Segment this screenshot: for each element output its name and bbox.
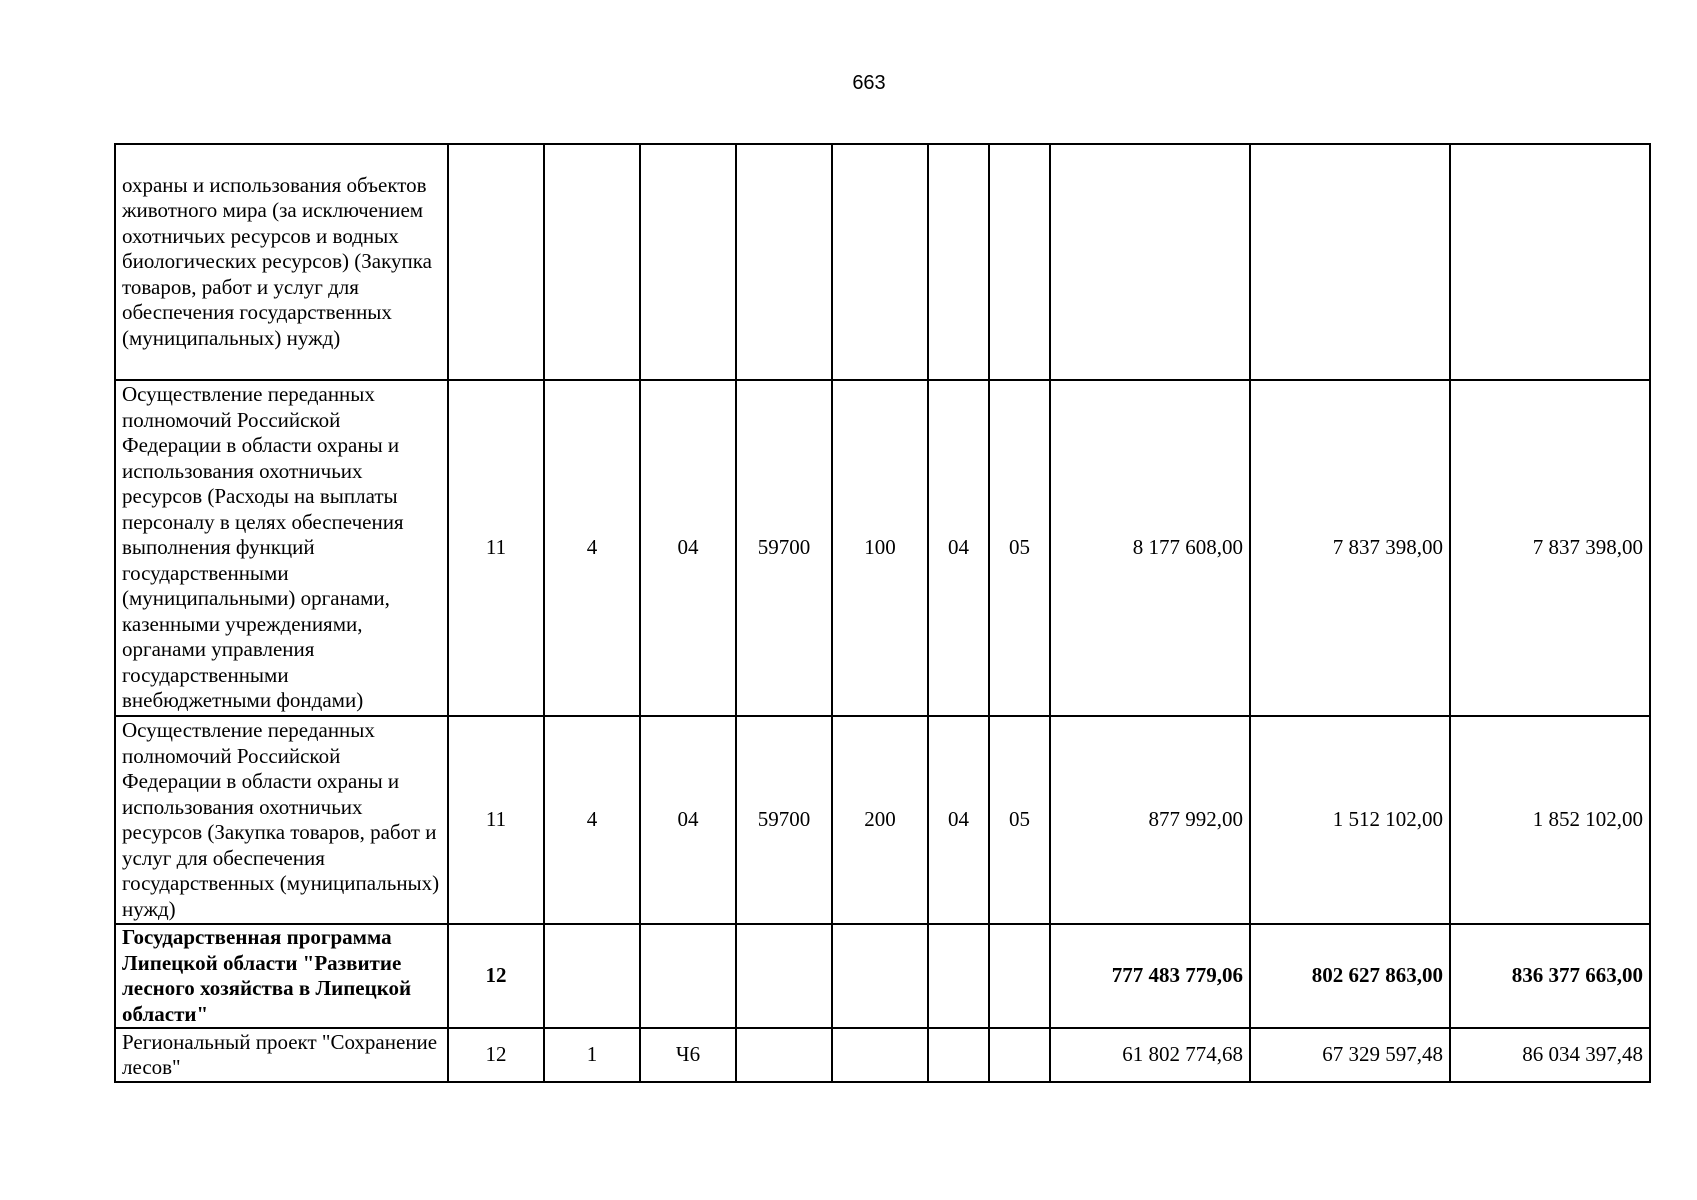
amount-year-1: 61 802 774,68	[1050, 1028, 1250, 1082]
activity-code: Ч6	[640, 1028, 736, 1082]
direction-code	[736, 144, 832, 380]
subprogram-code: 4	[544, 380, 640, 716]
direction-code: 59700	[736, 380, 832, 716]
amount-year-2: 7 837 398,00	[1250, 380, 1450, 716]
direction-code	[736, 1028, 832, 1082]
table-row	[115, 144, 1650, 380]
amount-year-1: 777 483 779,06	[1050, 924, 1250, 1028]
section-code	[928, 144, 989, 380]
activity-code	[640, 144, 736, 380]
direction-code	[736, 924, 832, 1028]
expense-type-code: 200	[832, 716, 928, 924]
row-name: Осуществление переданных полномочий Российской Федерации в области охраны и использования охотничьих ресурсов (Закупка товаров, работ и услуг для обеспечения государственных (муниципальных) нужд)	[115, 716, 448, 924]
section-code	[928, 924, 989, 1028]
table-row	[115, 716, 1650, 924]
section-code	[928, 1028, 989, 1082]
program-code: 11	[448, 716, 544, 924]
section-code: 04	[928, 716, 989, 924]
direction-code: 59700	[736, 716, 832, 924]
amount-year-2: 1 512 102,00	[1250, 716, 1450, 924]
section-code: 04	[928, 380, 989, 716]
activity-code	[640, 924, 736, 1028]
amount-year-2	[1250, 144, 1450, 380]
subprogram-code	[544, 924, 640, 1028]
subsection-code: 05	[989, 716, 1050, 924]
row-name: Государственная программа Липецкой области "Развитие лесного хозяйства в Липецкой области"	[115, 924, 448, 1028]
amount-year-3: 86 034 397,48	[1450, 1028, 1650, 1082]
subsection-code	[989, 924, 1050, 1028]
expense-type-code	[832, 924, 928, 1028]
subsection-code	[989, 1028, 1050, 1082]
expense-type-code	[832, 1028, 928, 1082]
subprogram-code: 1	[544, 1028, 640, 1082]
program-code	[448, 144, 544, 380]
amount-year-3: 7 837 398,00	[1450, 380, 1650, 716]
amount-year-2: 802 627 863,00	[1250, 924, 1450, 1028]
activity-code: 04	[640, 380, 736, 716]
amount-year-3: 836 377 663,00	[1450, 924, 1650, 1028]
expense-type-code	[832, 144, 928, 380]
program-code: 12	[448, 924, 544, 1028]
amount-year-2: 67 329 597,48	[1250, 1028, 1450, 1082]
table-row	[115, 924, 1650, 1028]
row-name: Осуществление переданных полномочий Российской Федерации в области охраны и использования охотничьих ресурсов (Расходы на выплаты персоналу в целях обеспечения выполнения функций государственными (муниципальными) органами, казенными учреждениями, органами управления государственными внебюджетными фондами)	[115, 380, 448, 716]
program-code: 12	[448, 1028, 544, 1082]
table-row	[115, 1028, 1650, 1082]
subsection-code	[989, 144, 1050, 380]
row-name: Региональный проект "Сохранение лесов"	[115, 1028, 448, 1082]
activity-code: 04	[640, 716, 736, 924]
table-row	[115, 380, 1650, 716]
amount-year-3: 1 852 102,00	[1450, 716, 1650, 924]
subsection-code: 05	[989, 380, 1050, 716]
subprogram-code: 4	[544, 716, 640, 924]
row-name: охраны и использования объектов животного мира (за исключением охотничьих ресурсов и водных биологических ресурсов) (Закупка товаров, работ и услуг для обеспечения государственных (муниципальных) нужд)	[115, 144, 448, 380]
amount-year-1: 8 177 608,00	[1050, 380, 1250, 716]
expense-type-code: 100	[832, 380, 928, 716]
amount-year-1: 877 992,00	[1050, 716, 1250, 924]
page-number: 663	[852, 72, 886, 94]
subprogram-code	[544, 144, 640, 380]
amount-year-3	[1450, 144, 1650, 380]
program-code: 11	[448, 380, 544, 716]
amount-year-1	[1050, 144, 1250, 380]
budget-table	[114, 143, 1651, 1083]
